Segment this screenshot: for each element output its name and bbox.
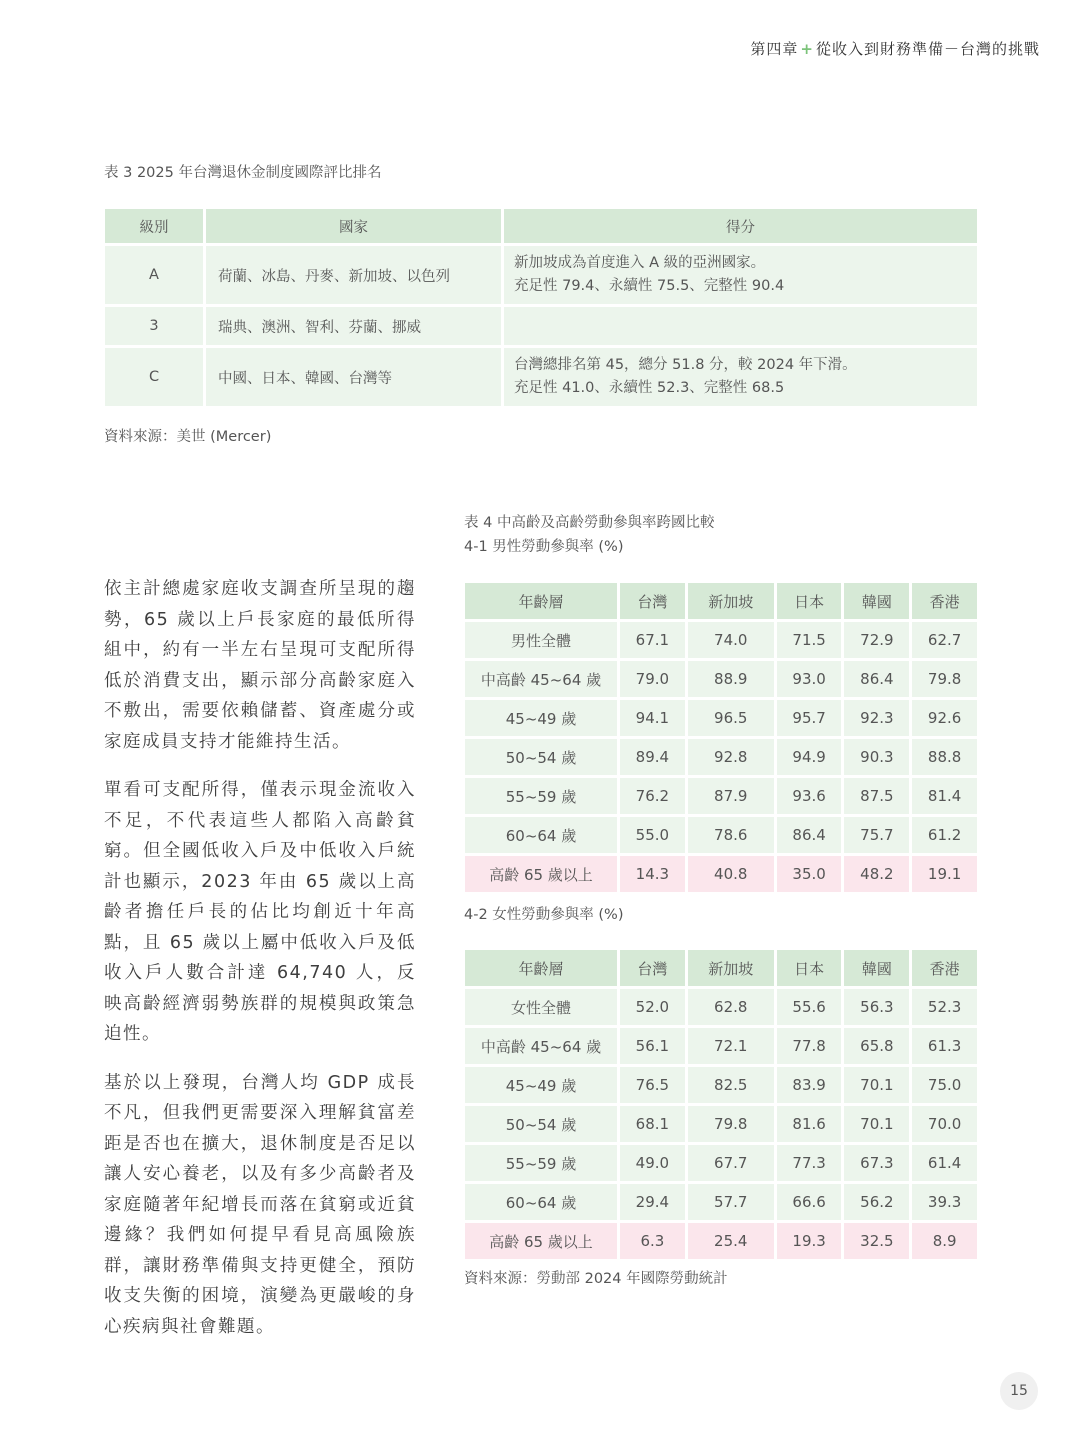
value-cell: 81.4 [912, 778, 977, 814]
score-cell [504, 246, 977, 304]
score-line: 充足性 41.0、永續性 52.3、完整性 68.5 [514, 380, 785, 396]
value-cell: 56.2 [844, 1184, 909, 1220]
value-cell: 61.3 [912, 1028, 977, 1064]
score-line: 充足性 79.4、永續性 75.5、完整性 90.4 [514, 278, 785, 294]
age-group-cell: 女性全體 [465, 989, 617, 1025]
score-cell [504, 348, 977, 406]
value-cell: 87.5 [844, 778, 909, 814]
table-row [465, 1067, 977, 1103]
value-cell: 81.6 [777, 1106, 842, 1142]
value-cell: 66.6 [777, 1184, 842, 1220]
value-cell: 94.1 [620, 700, 685, 736]
value-cell: 92.6 [912, 700, 977, 736]
value-cell: 87.9 [688, 778, 774, 814]
value-cell: 92.3 [844, 700, 909, 736]
value-cell: 56.3 [844, 989, 909, 1025]
age-group-cell: 45~49 歲 [465, 1067, 617, 1103]
value-cell: 32.5 [844, 1223, 909, 1259]
table-row [465, 817, 977, 853]
female-table-header-row [465, 950, 977, 986]
value-cell: 70.1 [844, 1067, 909, 1103]
table4-caption: 表 4 中高齡及高齡勞動參與率跨國比較 [464, 515, 715, 531]
column-header: 新加坡 [688, 950, 774, 986]
value-cell: 79.8 [688, 1106, 774, 1142]
grade-cell: A [105, 246, 203, 304]
grade-cell: 3 [105, 307, 203, 345]
value-cell: 48.2 [844, 856, 909, 892]
value-cell: 86.4 [844, 661, 909, 697]
table-row [465, 1223, 977, 1259]
column-header: 日本 [777, 583, 842, 619]
table3-caption: 表 3 2025 年台灣退休金制度國際評比排名 [104, 165, 382, 181]
value-cell: 19.3 [777, 1223, 842, 1259]
value-cell: 95.7 [777, 700, 842, 736]
table-row [465, 856, 977, 892]
value-cell: 76.2 [620, 778, 685, 814]
value-cell: 67.3 [844, 1145, 909, 1181]
table-row [465, 1145, 977, 1181]
value-cell: 78.6 [688, 817, 774, 853]
age-group-cell: 45~49 歲 [465, 700, 617, 736]
column-header: 台灣 [620, 583, 685, 619]
age-group-cell: 60~64 歲 [465, 817, 617, 853]
age-group-cell: 高齡 65 歲以上 [465, 1223, 617, 1259]
value-cell: 79.8 [912, 661, 977, 697]
score-line: 台灣總排名第 45，總分 51.8 分，較 2024 年下滑。 [514, 357, 857, 373]
running-header [750, 38, 1040, 59]
value-cell: 61.2 [912, 817, 977, 853]
paragraph: 基於以上發現，台灣人均 GDP 成長不凡，但我們更需要深入理解貧富差距是否也在擴大，退休制度是否足以讓人安心養老，以及有多少高齡者及家庭隨著年紀增長而落在貧窮或近貧邊緣？我們如何提早看見高風險族群，讓財務準備與支持更健全，預防收支失衡的困境，演變為更嚴峻的身心疾病與社會難題。 [104, 1072, 416, 1337]
value-cell: 65.8 [844, 1028, 909, 1064]
table4-female-subtitle: 4-2 女性勞動參與率 (%) [464, 907, 624, 923]
age-group-cell: 55~59 歲 [465, 778, 617, 814]
value-cell: 57.7 [688, 1184, 774, 1220]
value-cell: 71.5 [777, 622, 842, 658]
age-group-cell: 中高齡 45~64 歲 [465, 1028, 617, 1064]
value-cell: 14.3 [620, 856, 685, 892]
country-cell: 中國、日本、韓國、台灣等 [206, 348, 501, 406]
paragraph: 單看可支配所得，僅表示現金流收入不足，不代表這些人都陷入高齡貧窮。但全國低收入戶及中低收入戶統計也顯示，2023 年由 65 歲以上高齡者擔任戶長的佔比均創近十年高點，且 65 歲以上屬中低收入戶及低收入戶人數合計達 64,740 人，反映高齡經濟弱勢族群的規模與政策急迫性。 [104, 780, 416, 1044]
value-cell: 6.3 [620, 1223, 685, 1259]
value-cell: 89.4 [620, 739, 685, 775]
table4-male-subtitle: 4-1 男性勞動參與率 (%) [464, 539, 624, 555]
table-row [465, 700, 977, 736]
value-cell: 75.0 [912, 1067, 977, 1103]
value-cell: 94.9 [777, 739, 842, 775]
paragraph: 依主計總處家庭收支調查所呈現的趨勢，65 歲以上戶長家庭的最低所得組中，約有一半左右呈現可支配所得低於消費支出，顯示部分高齡家庭入不敷出，需要依賴儲蓄、資產處分或家庭成員支持才能維持生活。 [104, 579, 416, 752]
value-cell: 82.5 [688, 1067, 774, 1103]
column-header: 韓國 [844, 950, 909, 986]
age-group-cell: 50~54 歲 [465, 1106, 617, 1142]
value-cell: 92.8 [688, 739, 774, 775]
value-cell: 96.5 [688, 700, 774, 736]
value-cell: 39.3 [912, 1184, 977, 1220]
grade-cell: C [105, 348, 203, 406]
value-cell: 88.8 [912, 739, 977, 775]
value-cell: 35.0 [777, 856, 842, 892]
value-cell: 79.0 [620, 661, 685, 697]
value-cell: 19.1 [912, 856, 977, 892]
age-group-cell: 60~64 歲 [465, 1184, 617, 1220]
value-cell: 67.7 [688, 1145, 774, 1181]
female-labor-table [462, 947, 980, 1262]
table-row [465, 1184, 977, 1220]
value-cell: 68.1 [620, 1106, 685, 1142]
age-group-cell: 55~59 歲 [465, 1145, 617, 1181]
table-row [105, 307, 977, 345]
chapter-title: 從收入到財務準備－台灣的挑戰 [815, 40, 1040, 58]
value-cell: 90.3 [844, 739, 909, 775]
table3-source: 資料來源：美世 (Mercer) [104, 429, 272, 445]
value-cell: 70.0 [912, 1106, 977, 1142]
age-group-cell: 男性全體 [465, 622, 617, 658]
value-cell: 52.3 [912, 989, 977, 1025]
value-cell: 49.0 [620, 1145, 685, 1181]
value-cell: 29.4 [620, 1184, 685, 1220]
age-group-cell: 50~54 歲 [465, 739, 617, 775]
column-header: 年齡層 [465, 950, 617, 986]
value-cell: 74.0 [688, 622, 774, 658]
table-row [465, 989, 977, 1025]
page-number: 15 [1000, 1372, 1038, 1410]
table-row [465, 622, 977, 658]
pension-ranking-table [102, 206, 980, 409]
table-row [465, 778, 977, 814]
table3-header-grade: 級別 [105, 209, 203, 243]
value-cell: 77.8 [777, 1028, 842, 1064]
value-cell: 62.7 [912, 622, 977, 658]
table-row [465, 661, 977, 697]
country-cell: 瑞典、澳洲、智利、芬蘭、挪威 [206, 307, 501, 345]
value-cell: 86.4 [777, 817, 842, 853]
chapter-label: 第四章 [750, 40, 799, 58]
value-cell: 72.9 [844, 622, 909, 658]
country-cell: 荷蘭、冰島、丹麥、新加坡、以色列 [206, 246, 501, 304]
value-cell: 25.4 [688, 1223, 774, 1259]
table-row [105, 348, 977, 406]
value-cell: 72.1 [688, 1028, 774, 1064]
value-cell: 56.1 [620, 1028, 685, 1064]
table-row [465, 1106, 977, 1142]
age-group-cell: 中高齡 45~64 歲 [465, 661, 617, 697]
column-header: 韓國 [844, 583, 909, 619]
table4-source: 資料來源：勞動部 2024 年國際勞動統計 [464, 1271, 728, 1287]
table3-header-score: 得分 [504, 209, 977, 243]
score-cell [504, 307, 977, 345]
value-cell: 93.6 [777, 778, 842, 814]
value-cell: 52.0 [620, 989, 685, 1025]
value-cell: 55.6 [777, 989, 842, 1025]
value-cell: 67.1 [620, 622, 685, 658]
value-cell: 77.3 [777, 1145, 842, 1181]
value-cell: 62.8 [688, 989, 774, 1025]
column-header: 香港 [912, 950, 977, 986]
score-line: 新加坡成為首度進入 A 級的亞洲國家。 [514, 255, 766, 271]
body-text [104, 574, 416, 1360]
value-cell: 8.9 [912, 1223, 977, 1259]
value-cell: 83.9 [777, 1067, 842, 1103]
age-group-cell: 高齡 65 歲以上 [465, 856, 617, 892]
plus-separator-icon: + [800, 40, 814, 58]
column-header: 香港 [912, 583, 977, 619]
value-cell: 75.7 [844, 817, 909, 853]
table-row [465, 739, 977, 775]
male-labor-table [462, 580, 980, 895]
value-cell: 40.8 [688, 856, 774, 892]
value-cell: 88.9 [688, 661, 774, 697]
value-cell: 93.0 [777, 661, 842, 697]
value-cell: 70.1 [844, 1106, 909, 1142]
column-header: 新加坡 [688, 583, 774, 619]
column-header: 日本 [777, 950, 842, 986]
value-cell: 55.0 [620, 817, 685, 853]
table-row [105, 246, 977, 304]
column-header: 台灣 [620, 950, 685, 986]
table3-header-country: 國家 [206, 209, 501, 243]
table-row [465, 1028, 977, 1064]
value-cell: 76.5 [620, 1067, 685, 1103]
value-cell: 61.4 [912, 1145, 977, 1181]
male-table-header-row [465, 583, 977, 619]
column-header: 年齡層 [465, 583, 617, 619]
